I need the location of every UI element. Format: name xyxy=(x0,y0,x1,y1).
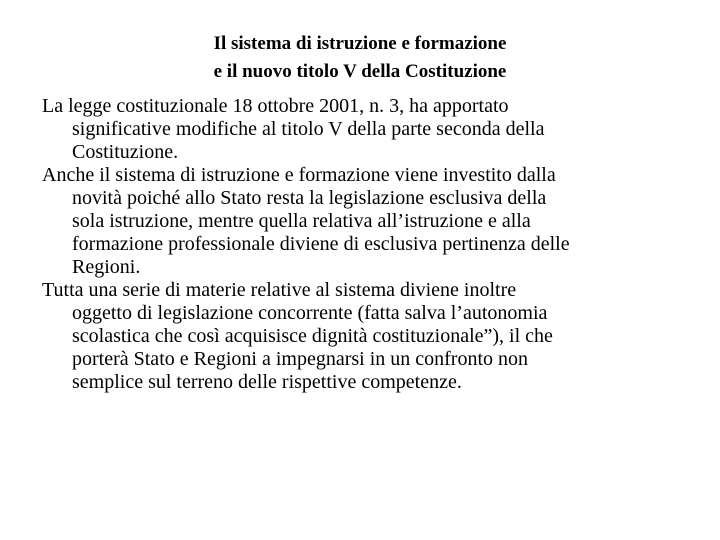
paragraph-line: Anche il sistema di istruzione e formazione viene investito dalla xyxy=(42,164,556,186)
paragraph xyxy=(42,279,702,394)
paragraph-line: sola istruzione, mentre quella relativa all’istruzione e alla xyxy=(72,210,531,232)
paragraph-line: significative modifiche al titolo V della parte seconda della xyxy=(72,118,545,140)
paragraph-line: oggetto di legislazione concorrente (fatta salva l’autonomia xyxy=(72,302,548,324)
slide-body xyxy=(42,95,702,394)
paragraph-line: formazione professionale diviene di esclusiva pertinenza delle xyxy=(72,233,570,255)
paragraph-line: porterà Stato e Regioni a impegnarsi in un confronto non xyxy=(72,348,529,370)
title-line-1: Il sistema di istruzione e formazione xyxy=(213,33,507,54)
title-line-2: e il nuovo titolo V della Costituzione xyxy=(213,61,507,82)
slide-title xyxy=(0,30,720,86)
paragraph-line: semplice sul terreno delle rispettive competenze. xyxy=(72,371,462,393)
paragraph-line: Costituzione. xyxy=(72,141,179,163)
paragraph xyxy=(42,95,702,164)
paragraph-line: Regioni. xyxy=(72,256,141,278)
paragraph xyxy=(42,164,702,279)
paragraph-line: novità poiché allo Stato resta la legislazione esclusiva della xyxy=(72,187,547,209)
paragraph-line: La legge costituzionale 18 ottobre 2001, n. 3, ha apportato xyxy=(42,95,509,117)
paragraph-line: scolastica che così acquisisce dignità costituzionale”), il che xyxy=(72,325,553,347)
paragraph-line: Tutta una serie di materie relative al sistema diviene inoltre xyxy=(42,279,517,301)
